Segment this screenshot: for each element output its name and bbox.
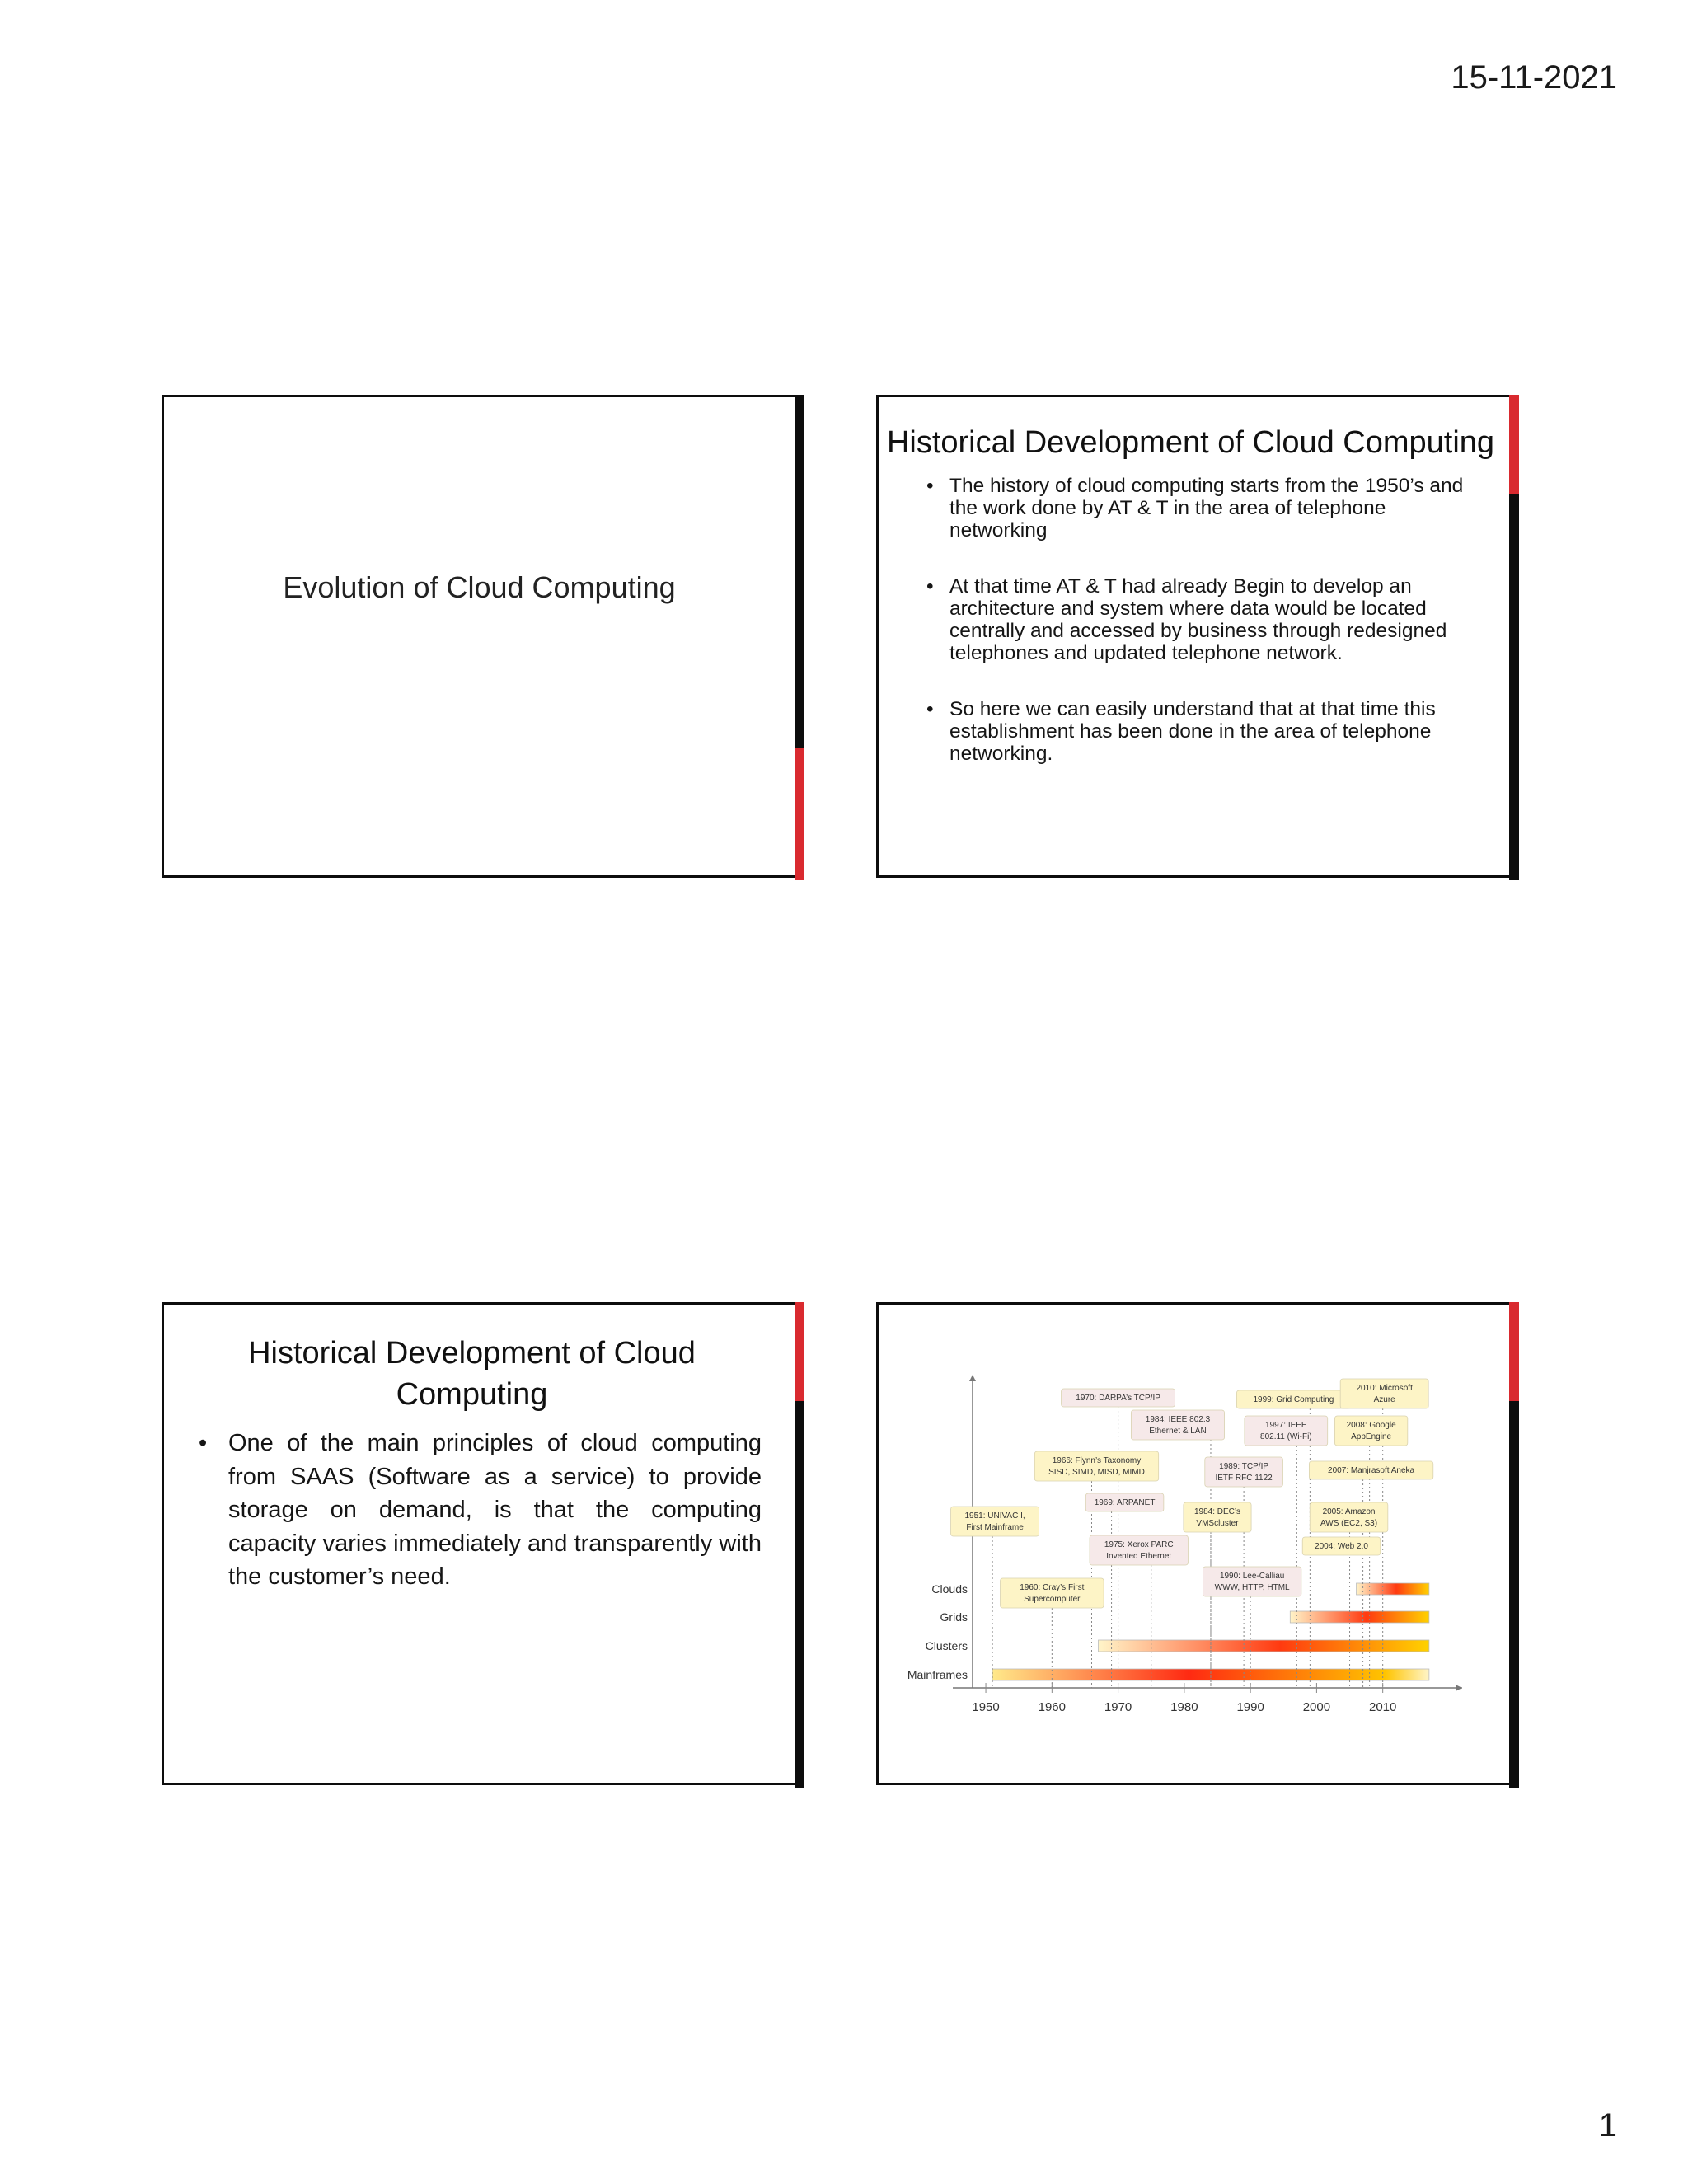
event-label: Supercomputer xyxy=(1024,1595,1081,1604)
tick-label: 1950 xyxy=(972,1700,1000,1714)
tick-label: 1960 xyxy=(1038,1700,1067,1714)
event-box xyxy=(1236,1390,1350,1408)
event-box xyxy=(1205,1457,1283,1487)
event-box xyxy=(1245,1416,1328,1446)
event-label: 1960: Cray’s First xyxy=(1020,1583,1085,1592)
event-label: Invented Ethernet xyxy=(1106,1552,1172,1561)
event-box xyxy=(1001,1578,1104,1608)
event-label: WWW, HTTP, HTML xyxy=(1214,1583,1290,1592)
event-box xyxy=(1203,1567,1301,1596)
event-label: AWS (EC2, S3) xyxy=(1320,1519,1378,1528)
event-label: 2004: Web 2.0 xyxy=(1315,1542,1368,1551)
event-label: First Mainframe xyxy=(966,1523,1024,1532)
event-label: 1990: Lee-Calliau xyxy=(1219,1572,1285,1581)
event-label: 1997: IEEE xyxy=(1265,1421,1307,1430)
row-label: Mainframes xyxy=(907,1668,968,1681)
slide-title: Historical Development of Cloud Computing xyxy=(886,425,1495,460)
event-label: 1984: DEC’s xyxy=(1193,1507,1240,1516)
tick-label: 1990 xyxy=(1236,1700,1264,1714)
tick-label: 2010 xyxy=(1368,1700,1397,1714)
event-label: SISD, SIMD, MISD, MIMD xyxy=(1048,1468,1145,1477)
slide-accent-bar xyxy=(1509,395,1519,880)
band-clouds xyxy=(1357,1583,1429,1595)
event-label: IETF RFC 1122 xyxy=(1215,1474,1273,1483)
event-label: Azure xyxy=(1373,1395,1395,1404)
y-axis-arrow-icon xyxy=(969,1375,976,1381)
event-label: 1966: Flynn’s Taxonomy xyxy=(1052,1456,1142,1465)
slide-accent-bar xyxy=(795,395,804,880)
event-label: 2007: Manjrasoft Aneka xyxy=(1328,1466,1415,1475)
event-box xyxy=(951,1507,1039,1536)
slide-accent-bar xyxy=(795,1302,804,1788)
event-box xyxy=(1131,1410,1224,1440)
event-label: 1984: IEEE 802.3 xyxy=(1145,1415,1211,1424)
event-label: 1999: Grid Computing xyxy=(1253,1395,1334,1404)
slide-title: Historical Development of Cloud Computing xyxy=(248,1336,696,1412)
row-label: Grids xyxy=(940,1610,968,1624)
event-box xyxy=(1334,1416,1407,1446)
bullet-item: • The history of cloud computing starts from the 1950’s and the work done by AT & T in the area of telephone networking xyxy=(926,475,1464,541)
event-box xyxy=(1062,1389,1175,1407)
tick-label: 2000 xyxy=(1302,1700,1331,1714)
slide-evolution xyxy=(162,395,804,878)
band-grids xyxy=(1290,1611,1429,1623)
bullet-icon: • xyxy=(926,475,934,497)
event-box xyxy=(1090,1535,1188,1565)
event-label: 1969: ARPANET xyxy=(1094,1498,1156,1507)
bullet-item: • So here we can easily understand that at that time this establishment has been done in the area of telephone networking. xyxy=(926,698,1436,765)
slide-timeline xyxy=(876,1302,1519,1785)
bullet-list xyxy=(879,475,1519,765)
bullet-list xyxy=(164,1427,804,1594)
bullet-icon: • xyxy=(926,575,934,598)
document-date: 15-11-2021 xyxy=(1451,59,1617,96)
event-box xyxy=(1309,1461,1432,1479)
tick-label: 1980 xyxy=(1170,1700,1198,1714)
event-label: 802.11 (Wi-Fi) xyxy=(1260,1432,1312,1441)
event-label: 2010: Microsoft xyxy=(1356,1384,1413,1393)
event-box xyxy=(1085,1493,1164,1511)
bullet-item: • At that time AT & T had already Begin to develop an architecture and system where data would be located centrally and accessed by business through redesigned telephones and updated telephone network. xyxy=(926,575,1447,664)
row-label: Clouds xyxy=(931,1582,968,1596)
event-label: 1975: Xerox PARC xyxy=(1104,1540,1174,1549)
x-axis-arrow-icon xyxy=(1456,1685,1462,1691)
band-clusters xyxy=(1099,1640,1429,1652)
event-label: 2005: Amazon xyxy=(1322,1507,1376,1516)
slide-historical-development-2 xyxy=(162,1302,804,1785)
event-label: VMScluster xyxy=(1196,1519,1239,1528)
event-label: AppEngine xyxy=(1351,1432,1392,1441)
event-box xyxy=(1034,1451,1158,1481)
slide-historical-development-1 xyxy=(876,395,1519,878)
slide-accent-bar xyxy=(1509,1302,1519,1788)
event-box xyxy=(1340,1379,1428,1408)
slide-title: Evolution of Cloud Computing xyxy=(283,570,676,604)
row-label: Clusters xyxy=(925,1639,968,1652)
page-number: 1 xyxy=(1598,2107,1617,2144)
event-box xyxy=(1310,1502,1388,1532)
bullet-icon: • xyxy=(199,1430,208,1456)
event-label: Ethernet & LAN xyxy=(1149,1427,1207,1436)
bullet-icon: • xyxy=(926,698,934,720)
timeline-diagram xyxy=(902,1371,1479,1733)
bullet-item: • One of the main principles of cloud computing from SAAS (Software as a service) to provide storage on demand, is that the computing capacity varies immediately and transparently with the customer’s need. xyxy=(199,1427,762,1594)
event-label: 2008: Google xyxy=(1346,1421,1396,1430)
event-label: 1951: UNIVAC I, xyxy=(964,1511,1025,1521)
event-label: 1970: DARPA’s TCP/IP xyxy=(1076,1394,1160,1403)
event-box xyxy=(1184,1502,1251,1532)
tick-label: 1970 xyxy=(1104,1700,1132,1714)
event-box xyxy=(1302,1537,1381,1555)
event-label: 1989: TCP/IP xyxy=(1219,1462,1269,1471)
